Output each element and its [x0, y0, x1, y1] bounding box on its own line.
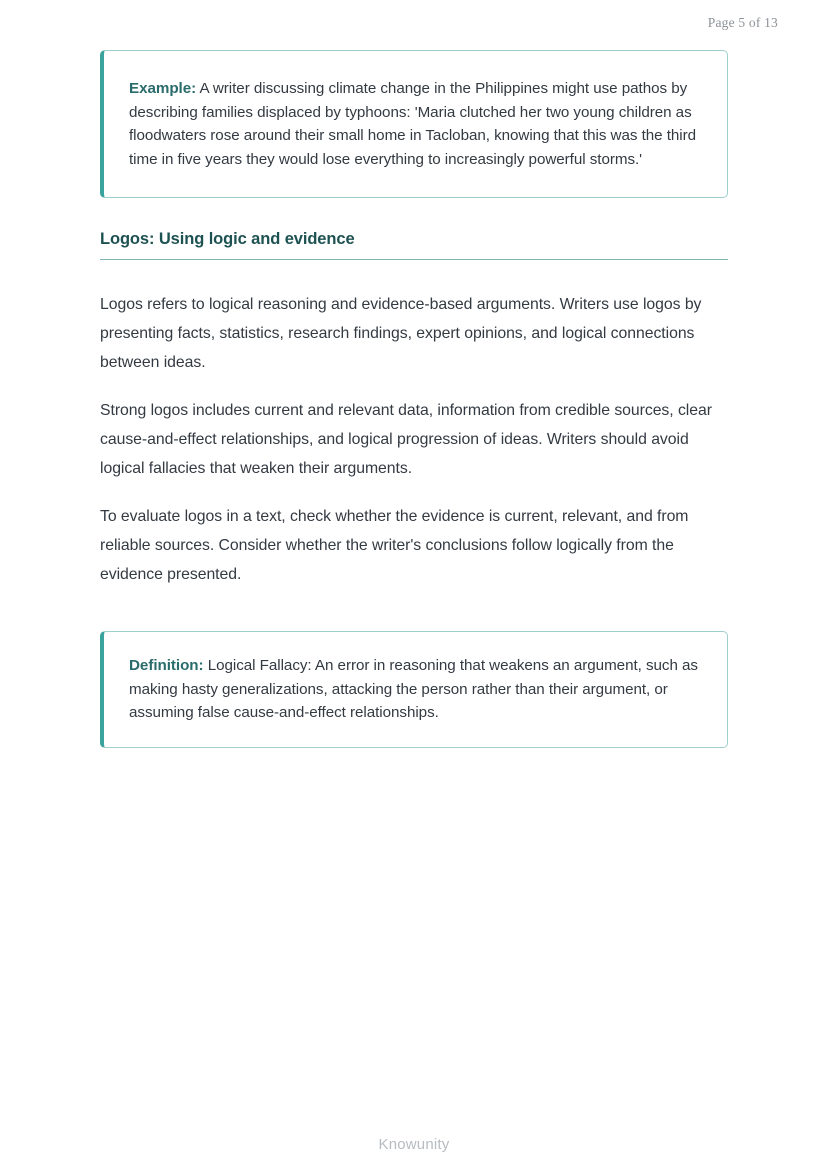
- footer-brand-watermark: Knowunity: [378, 1136, 450, 1153]
- definition-body: Logical Fallacy: An error in reasoning that weakens an argument, such as making hasty generalizations, attacking the person rather than their argument, or assuming false cause-and-effect relationships.: [129, 657, 698, 721]
- section-body: [100, 290, 728, 589]
- example-callout-box: [100, 50, 728, 198]
- definition-callout-box: [100, 631, 728, 748]
- page-content: [100, 50, 728, 748]
- section-heading: Logos: Using logic and evidence: [100, 230, 355, 248]
- definition-label: Definition:: [129, 657, 204, 674]
- page-header: [0, 14, 828, 32]
- definition-callout-text: [129, 654, 703, 725]
- heading-divider: [100, 259, 728, 260]
- definition-callout-group: [100, 631, 728, 748]
- example-body: A writer discussing climate change in the Philippines might use pathos by describing families displaced by typhoons: 'Maria clutched her two young children as floodwaters rose around their small home in Tacloban, knowing that this was the third time in five years they would lose everything to increasingly powerful storms.': [129, 80, 696, 168]
- section-heading-group: [100, 228, 728, 260]
- example-label: Example:: [129, 80, 197, 97]
- body-paragraph: Logos refers to logical reasoning and evidence-based arguments. Writers use logos by presenting facts, statistics, research findings, expert opinions, and logical connections between ideas.: [100, 296, 702, 371]
- body-paragraph: To evaluate logos in a text, check whether the evidence is current, relevant, and from reliable sources. Consider whether the writer's conclusions follow logically from the evidence presented.: [100, 508, 689, 583]
- page-footer: [0, 1136, 828, 1154]
- body-paragraph: Strong logos includes current and relevant data, information from credible sources, clear cause-and-effect relationships, and logical progression of ideas. Writers should avoid logical fallacies that weaken their arguments.: [100, 402, 712, 477]
- page-number: Page 5 of 13: [707, 15, 778, 30]
- example-callout-text: [129, 77, 703, 171]
